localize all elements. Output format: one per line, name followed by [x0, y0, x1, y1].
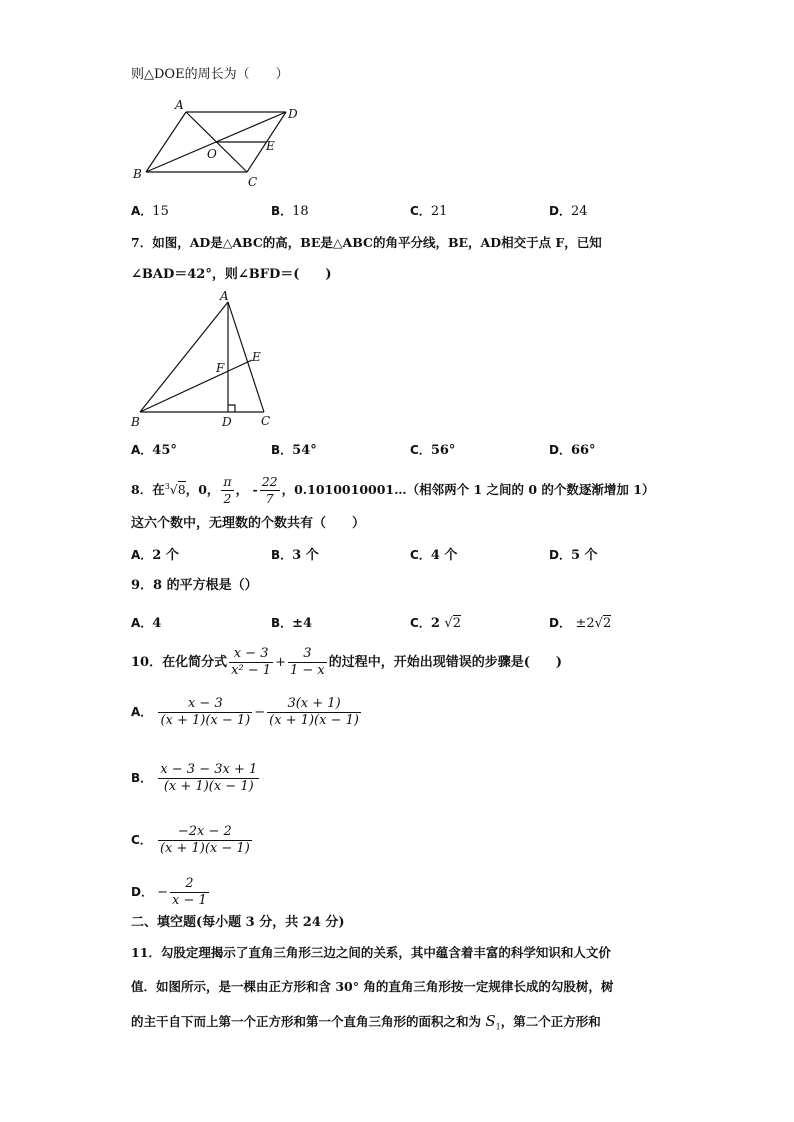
- label-a: A: [220, 289, 229, 303]
- label-a: A: [175, 98, 184, 112]
- q8-line-1: 8．在$^3$√8，0， $\frac{\pi}{2}$ ， - $\frac{22}{7}$ ，0.1010010001…（相邻两个 1 之间的 0 的个数逐渐增加 1）: [131, 474, 655, 507]
- right-angle-mark: [228, 405, 235, 412]
- q6-option-a: A．15: [131, 204, 169, 219]
- q8-line-2: 这六个数中，无理数的个数共有（ ）: [131, 516, 366, 531]
- q8-option-c: C．4 个: [410, 548, 458, 563]
- segment-ab: [140, 302, 228, 412]
- option-b-fraction: $\frac{x - 3 - 3x + 1}{(x + 1)(x - 1)}$: [160, 762, 258, 794]
- figure-parallelogram: [128, 96, 308, 192]
- q10-option-a: A． $\frac{x - 3}{(x + 1)(x - 1)}$ − $\frac{3(x + 1)}{(x + 1)(x - 1)}$: [131, 696, 359, 728]
- option-a-fraction-2: $\frac{3(x + 1)}{(x + 1)(x - 1)}$: [269, 696, 359, 728]
- label-c: C: [248, 175, 258, 189]
- fraction-pi-over-2: $\frac{\pi}{2}$: [223, 474, 232, 507]
- bisector-be: [140, 360, 252, 412]
- label-b: B: [131, 415, 140, 428]
- label-c: C: [261, 414, 271, 428]
- q6-option-b: B．18: [271, 204, 309, 219]
- q10-question: 10．在化简分式 $\frac{x - 3}{\text{x² − 1}}$ + $\frac{3}{1 - x}$ 的过程中，开始出现错误的步骤是( ): [131, 646, 563, 678]
- q11-line-3: 的主干自下而上第一个正方形和第一个直角三角形的面积之和为 $S_1$，第二个正方形和: [131, 1012, 601, 1032]
- figure-triangle: [128, 288, 288, 428]
- q7-option-d: D．66°: [549, 443, 596, 458]
- q11-line-1: 11．勾股定理揭示了直角三角形三边之间的关系，其中蕴含着丰富的科学知识和人文价: [131, 945, 611, 960]
- option-a-fraction-1: $\frac{x - 3}{(x + 1)(x - 1)}$: [160, 696, 251, 728]
- q8-option-a: A．2 个: [131, 548, 179, 563]
- q7-line-2: ∠BAD＝42°，则∠BFD＝( ): [131, 267, 332, 282]
- section-heading-fill-in: 二、填空题(每小题 3 分，共 24 分): [131, 915, 345, 930]
- q9-option-b: B．±4: [271, 616, 313, 631]
- q8-option-d: D．5 个: [549, 548, 598, 563]
- q10-option-c: C． $\frac{-2x - 2}{(x + 1)(x - 1)}$: [131, 824, 250, 856]
- q7-option-c: C．56°: [410, 443, 456, 458]
- q7-option-b: B．54°: [271, 443, 317, 458]
- q6-question-tail: 则△DOE的周长为（ ）: [131, 67, 289, 82]
- q7-line-1: 7．如图，AD是△ABC的高，BE是△ABC的角平分线，BE，AD相交于点 F，已知: [131, 235, 602, 250]
- q10-option-d: D． − $\frac{2}{x - 1}$: [131, 876, 207, 908]
- q6-option-d: D．24: [549, 204, 588, 219]
- label-d: D: [222, 415, 232, 428]
- q6-option-c: C．21: [410, 204, 448, 219]
- fraction-22-over-7: $\frac{22}{7}$: [261, 474, 278, 507]
- label-f: F: [216, 361, 225, 375]
- label-b: B: [133, 167, 142, 181]
- label-d: D: [288, 107, 298, 121]
- q9-option-a: A．4: [131, 616, 162, 631]
- option-d-fraction: $\frac{2}{x - 1}$: [172, 876, 207, 908]
- q9-option-c: C．2 √2: [410, 616, 461, 631]
- q9-question: 9．8 的平方根是（）: [131, 578, 258, 593]
- label-o: O: [207, 147, 217, 161]
- label-e: E: [266, 139, 275, 153]
- q7-option-a: A．45°: [131, 443, 177, 458]
- option-c-fraction: $\frac{-2x - 2}{(x + 1)(x - 1)}$: [159, 824, 250, 856]
- fraction-x-minus-3-over-x2-minus-1: $\frac{x - 3}{\text{x² − 1}}$: [231, 646, 272, 678]
- fraction-3-over-1-minus-x: $\frac{3}{1 - x}$: [289, 646, 325, 678]
- q11-line-2: 值．如图所示，是一棵由正方形和含 30° 角的直角三角形按一定规律长成的勾股树，树: [131, 979, 614, 994]
- cube-root-8: $^3$√8: [164, 482, 186, 498]
- q9-option-d: D． ±2√2: [549, 616, 612, 631]
- q10-option-b: B． $\frac{x - 3 - 3x + 1}{(x + 1)(x - 1)}$: [131, 762, 258, 794]
- label-e: E: [252, 350, 261, 364]
- q8-option-b: B．3 个: [271, 548, 319, 563]
